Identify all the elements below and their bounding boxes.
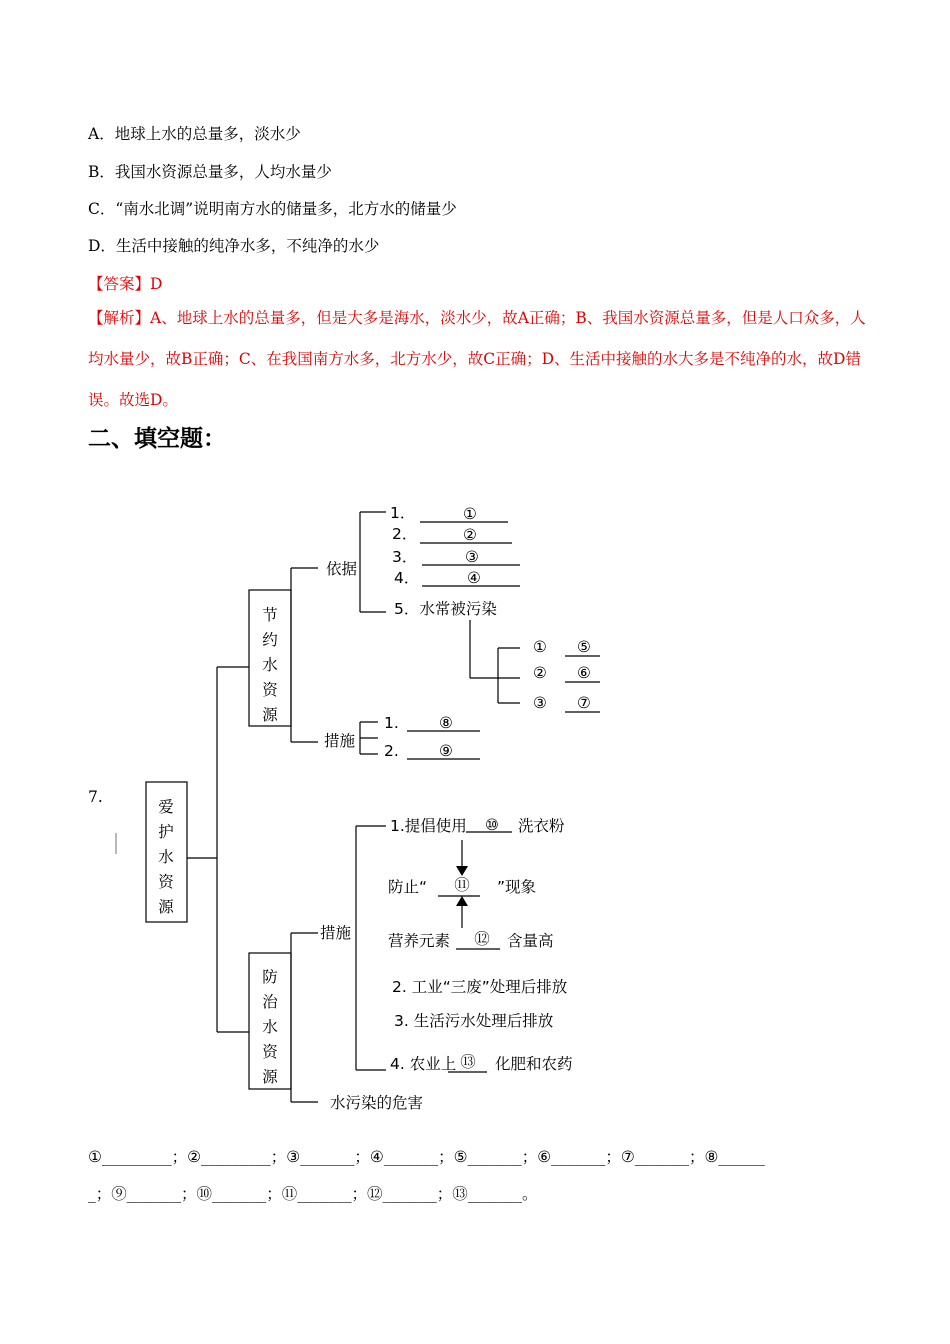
- root-chars: [158, 798, 174, 916]
- question-number: 7.: [88, 788, 103, 806]
- save-label-char: 资: [262, 681, 278, 699]
- root-label-char: 水: [158, 848, 174, 866]
- measure-1-prefix: 1.提倡使用: [390, 817, 467, 835]
- concept-diagram: [0, 480, 950, 1120]
- mark-5: ⑤: [577, 638, 591, 656]
- basis-item-2: 2．: [392, 525, 418, 543]
- measure-2: 2. 工业“三废”处理后排放: [392, 978, 568, 996]
- save-label-char: 节: [262, 606, 278, 624]
- mark-10: ⑩: [485, 816, 499, 834]
- save-chars: [262, 606, 278, 724]
- option-d: D．生活中接触的纯净水多，不纯净的水少: [88, 237, 380, 255]
- harm-label: 水污染的危害: [330, 1094, 424, 1112]
- save-label-char: 约: [262, 631, 278, 649]
- measure-4-suffix: 化肥和农药: [495, 1055, 573, 1073]
- explanation-text: A、地球上水的总量多，但是大多是海水，淡水少，故A正确；B、我国水资源总量多，但是人口众多，人均水量少，故B正确；C、在我国南方水多，北方水少，故C正确；D、生活中接触的水大多是不纯净的水，故D错误。故选D。: [88, 309, 866, 409]
- root-label-char: 爱: [158, 798, 174, 816]
- prevent-measures-label: 措施: [320, 924, 352, 942]
- explanation-label: 【解析】: [88, 309, 151, 327]
- root-label-char: 护: [158, 823, 174, 841]
- stop-prefix: 防止“: [388, 878, 428, 896]
- basis-label: 依据: [326, 560, 358, 578]
- mark-9: ⑨: [439, 742, 453, 760]
- prevent-label-char: 防: [262, 968, 278, 986]
- measure-1-suffix: 洗衣粉: [518, 817, 565, 835]
- mark-13: ⑬: [460, 1053, 476, 1071]
- mark-11: ⑪: [454, 876, 470, 894]
- nutrient-prefix: 营养元素: [388, 932, 451, 950]
- explanation: [88, 298, 868, 421]
- prevent-label-char: 源: [262, 1068, 278, 1086]
- mark-12: ⑫: [474, 930, 490, 948]
- basis-item-3: 3．: [392, 548, 418, 566]
- mark-7: ⑦: [577, 694, 591, 712]
- measure-3: 3. 生活污水处理后排放: [394, 1012, 554, 1030]
- sub-item-2: ②: [533, 664, 547, 682]
- basis-item-4: 4．: [394, 569, 420, 587]
- stop-suffix: ”现象: [497, 878, 537, 896]
- root-label-char: 资: [158, 873, 174, 891]
- mark-2: ②: [463, 526, 477, 544]
- prevent-label-char: 水: [262, 1018, 278, 1036]
- nutrient-suffix: 含量高: [507, 932, 554, 950]
- save-label-char: 水: [262, 656, 278, 674]
- save-measure-1: 1.: [384, 714, 399, 732]
- prevent-label-char: 治: [262, 993, 278, 1011]
- basis-item-1: 1．: [390, 504, 416, 522]
- section-title: 二、填空题：: [88, 426, 226, 452]
- sub-item-1: ①: [533, 638, 547, 656]
- save-label-char: 源: [262, 706, 278, 724]
- answer-line: [88, 272, 162, 294]
- sub-item-3: ③: [533, 694, 547, 712]
- basis-item-5: 5．水常被污染: [394, 600, 497, 618]
- option-a: A．地球上水的总量多，淡水少: [88, 125, 301, 143]
- save-measures-label: 措施: [324, 732, 356, 750]
- option-c: C．“南水北调”说明南方水的储量多，北方水的储量少: [88, 200, 457, 218]
- root-label-char: 源: [158, 898, 174, 916]
- prevent-chars: [262, 968, 278, 1086]
- option-b: B．我国水资源总量多，人均水量少: [88, 163, 332, 181]
- answer-blanks-line-1: ①_________；②_________；③_______；④_______；⑤_______；⑥_______；⑦_______；⑧______: [88, 1148, 765, 1166]
- mark-3: ③: [465, 548, 479, 566]
- mark-4: ④: [467, 569, 481, 587]
- prevent-label-char: 资: [262, 1043, 278, 1061]
- answer-label: 【答案】: [88, 275, 151, 293]
- answer-blanks-line-2: _；⑨_______；⑩_______；⑪_______；⑫_______；⑬_______。: [88, 1185, 538, 1203]
- save-measure-2: 2.: [384, 742, 399, 760]
- mark-1: ①: [463, 505, 477, 523]
- answer-value: D: [150, 275, 163, 293]
- measure-4-prefix: 4. 农业上: [390, 1055, 457, 1073]
- mark-8: ⑧: [439, 714, 453, 732]
- mark-6: ⑥: [577, 664, 591, 682]
